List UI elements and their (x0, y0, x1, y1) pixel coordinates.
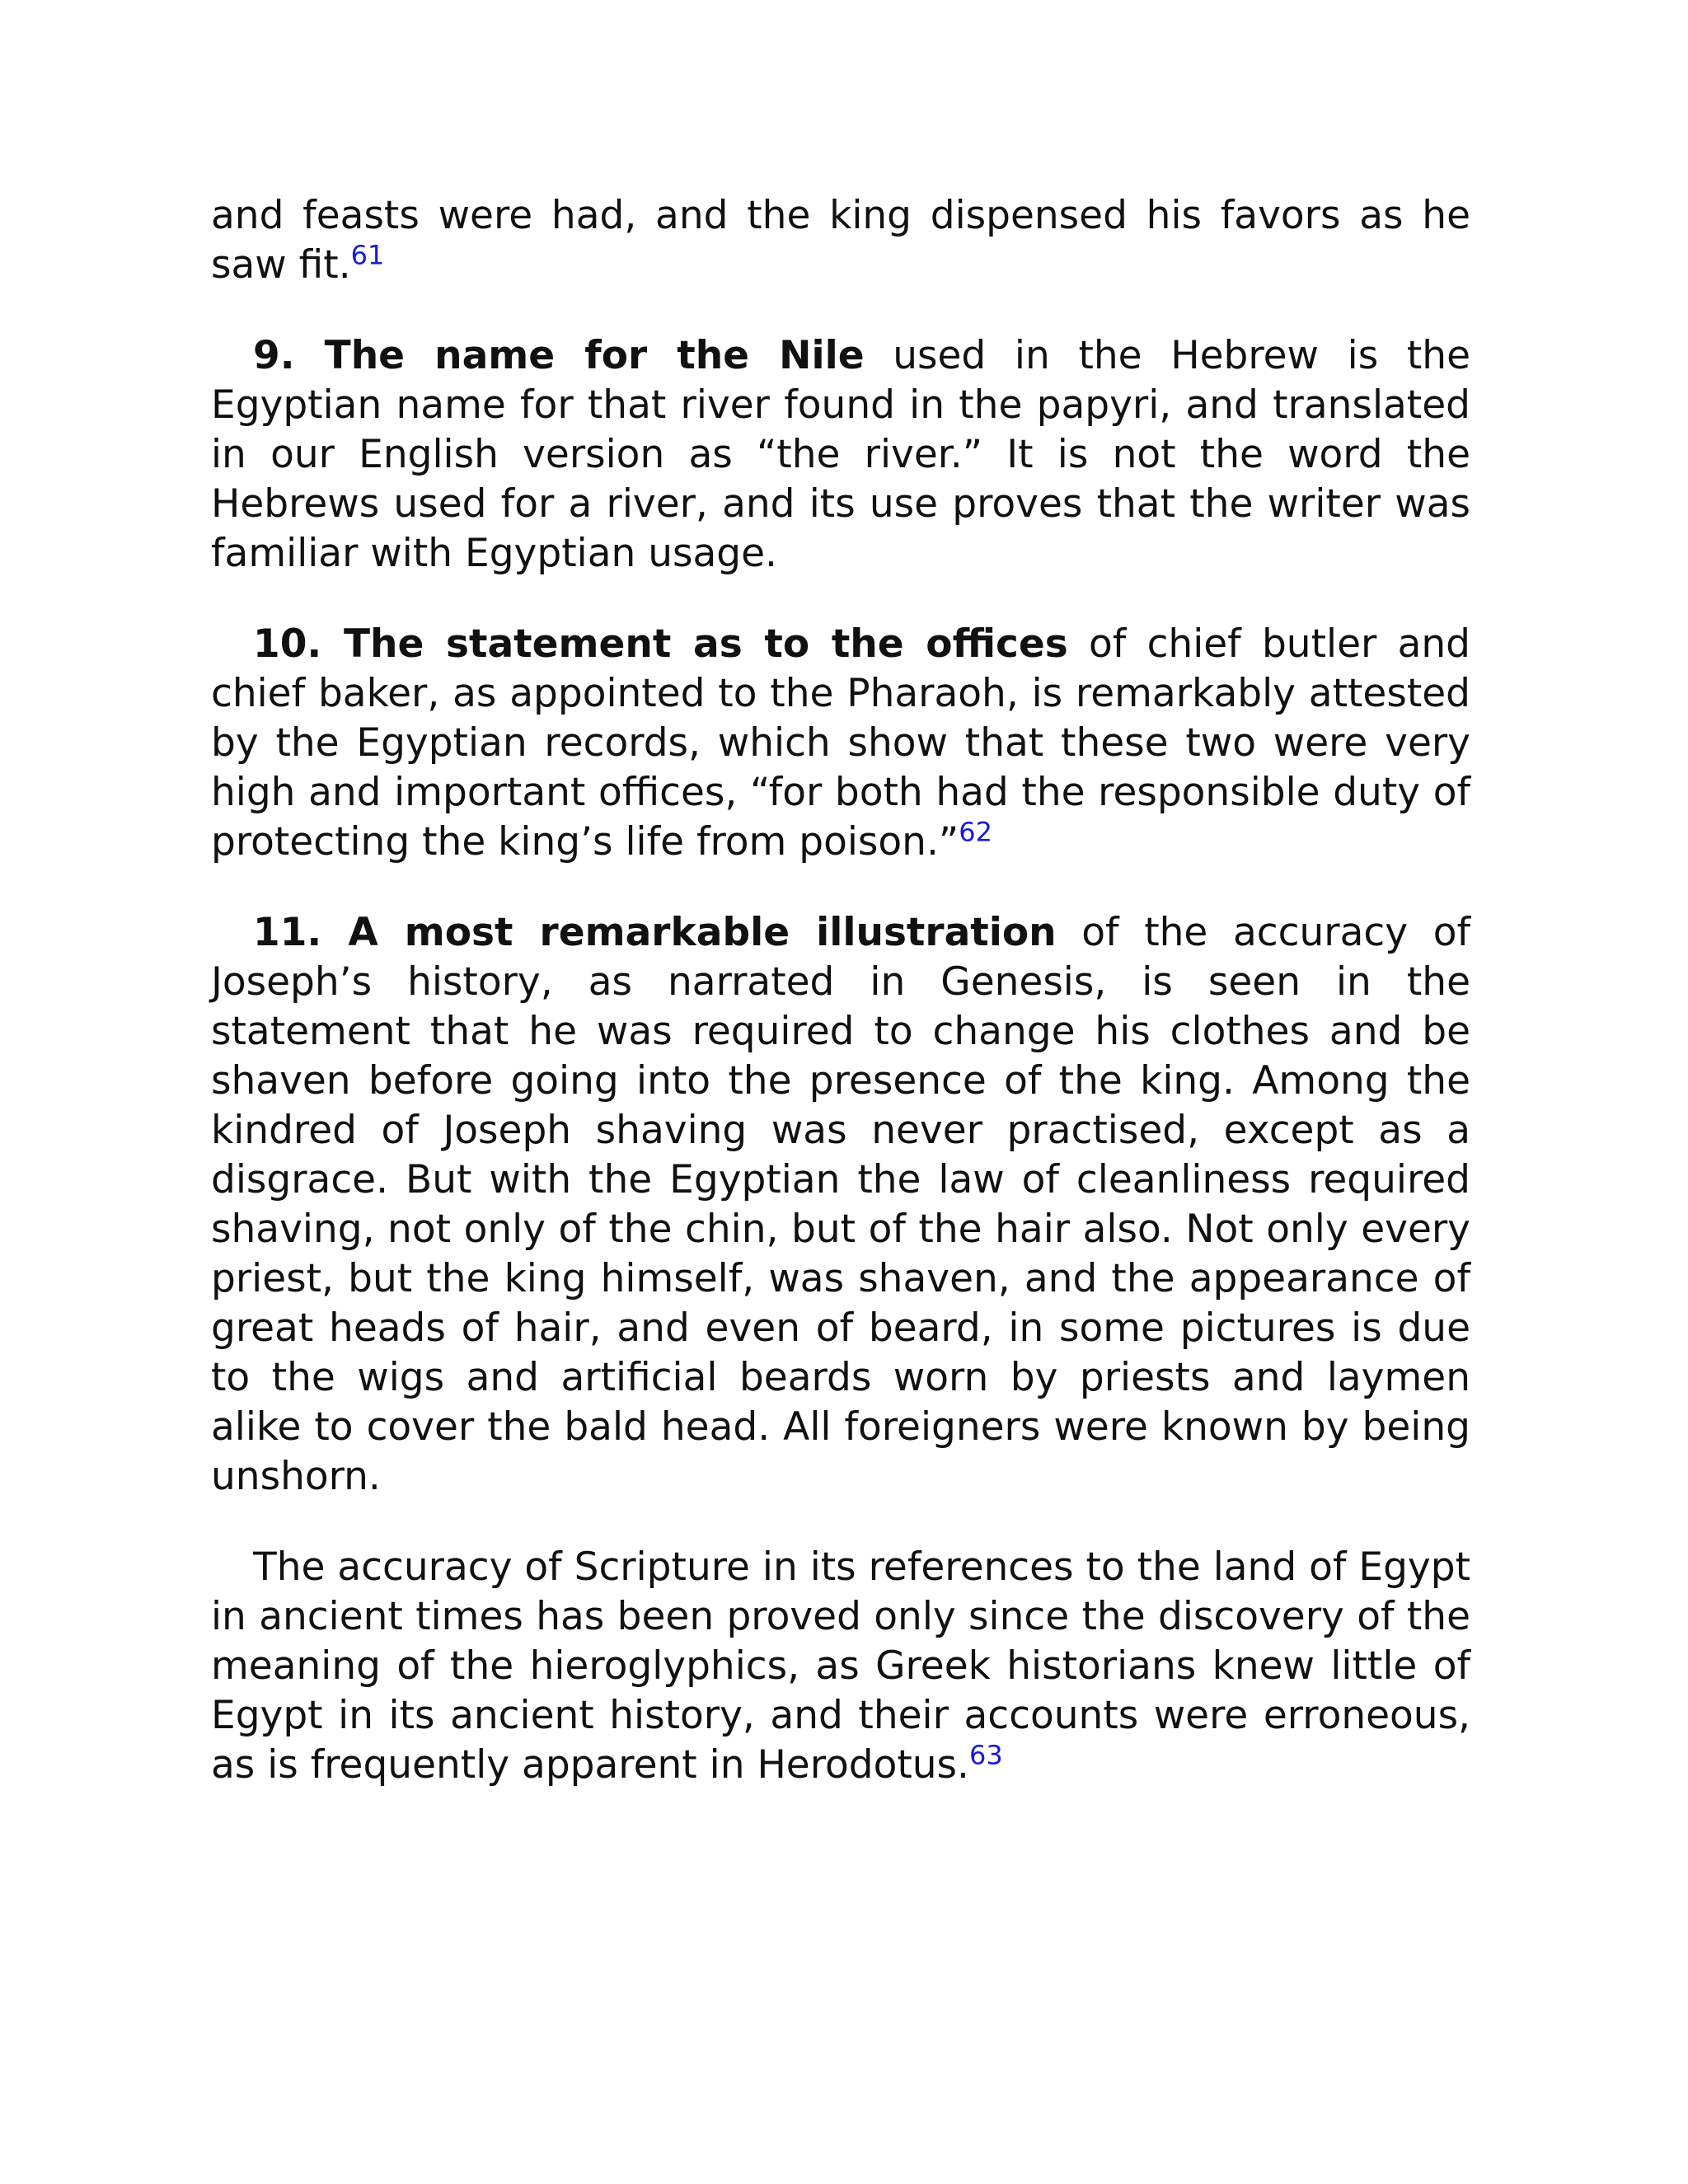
paragraph-text: used in the Hebrew is the Egyptian name for that river found in the papyri, and translated in our English version as “the river.” It is not the word the Hebrews used for a river, and its use proves that the writer was familiar with Egyptian usage. (211, 333, 1470, 576)
paragraph-continuation (211, 191, 1470, 290)
paragraph-text: of the accuracy of Joseph’s history, as narrated in Genesis, is seen in the statement that he was required to change his clothes and be shaven before going into the presence of the king. Among the kindred of Joseph shaving was never practised, except as a disgrace. But with the Egyptian the law of cleanliness required shaving, not only of the chin, but of the hair also. Not only every priest, but the king himself, was shaven, and the appearance of great heads of hair, and even of beard, in some pictures is due to the wigs and artificial beards worn by priests and laymen alike to cover the bald head. All foreigners were known by being unshorn. (211, 910, 1470, 1499)
paragraph-text: of chief butler and chief baker, as appointed to the Pharaoh, is remarkably attested by the Egyptian records, which show that these two were very high and important offices, “for both had the responsible duty of protecting the king’s life from poison.” (211, 621, 1471, 865)
paragraph-heading: 9. The name for the Nile (253, 333, 865, 378)
footnote-link-62[interactable]: 62 (959, 816, 992, 848)
paragraph-9 (211, 331, 1470, 579)
footnote-link-61[interactable]: 61 (350, 239, 385, 271)
paragraph-10 (211, 620, 1470, 867)
footnote-link-63[interactable]: 63 (969, 1739, 1003, 1771)
paragraph-11 (211, 908, 1470, 1502)
paragraph-final (211, 1543, 1470, 1790)
paragraph-text: The accuracy of Scripture in its references to the land of Egypt in ancient times has been proved only since the discovery of the meaning of the hieroglyphics, as Greek historians knew little of Egypt in its ancient history, and their accounts were erroneous, as is frequently apparent in Herodotus. (211, 1544, 1470, 1788)
paragraph-heading: 11. A most remarkable illustration (253, 910, 1057, 955)
paragraph-text: and feasts were had, and the king dispensed his favors as he saw fit. (211, 193, 1470, 288)
paragraph-heading: 10. The statement as to the offices (253, 621, 1068, 667)
document-page (211, 191, 1470, 1831)
